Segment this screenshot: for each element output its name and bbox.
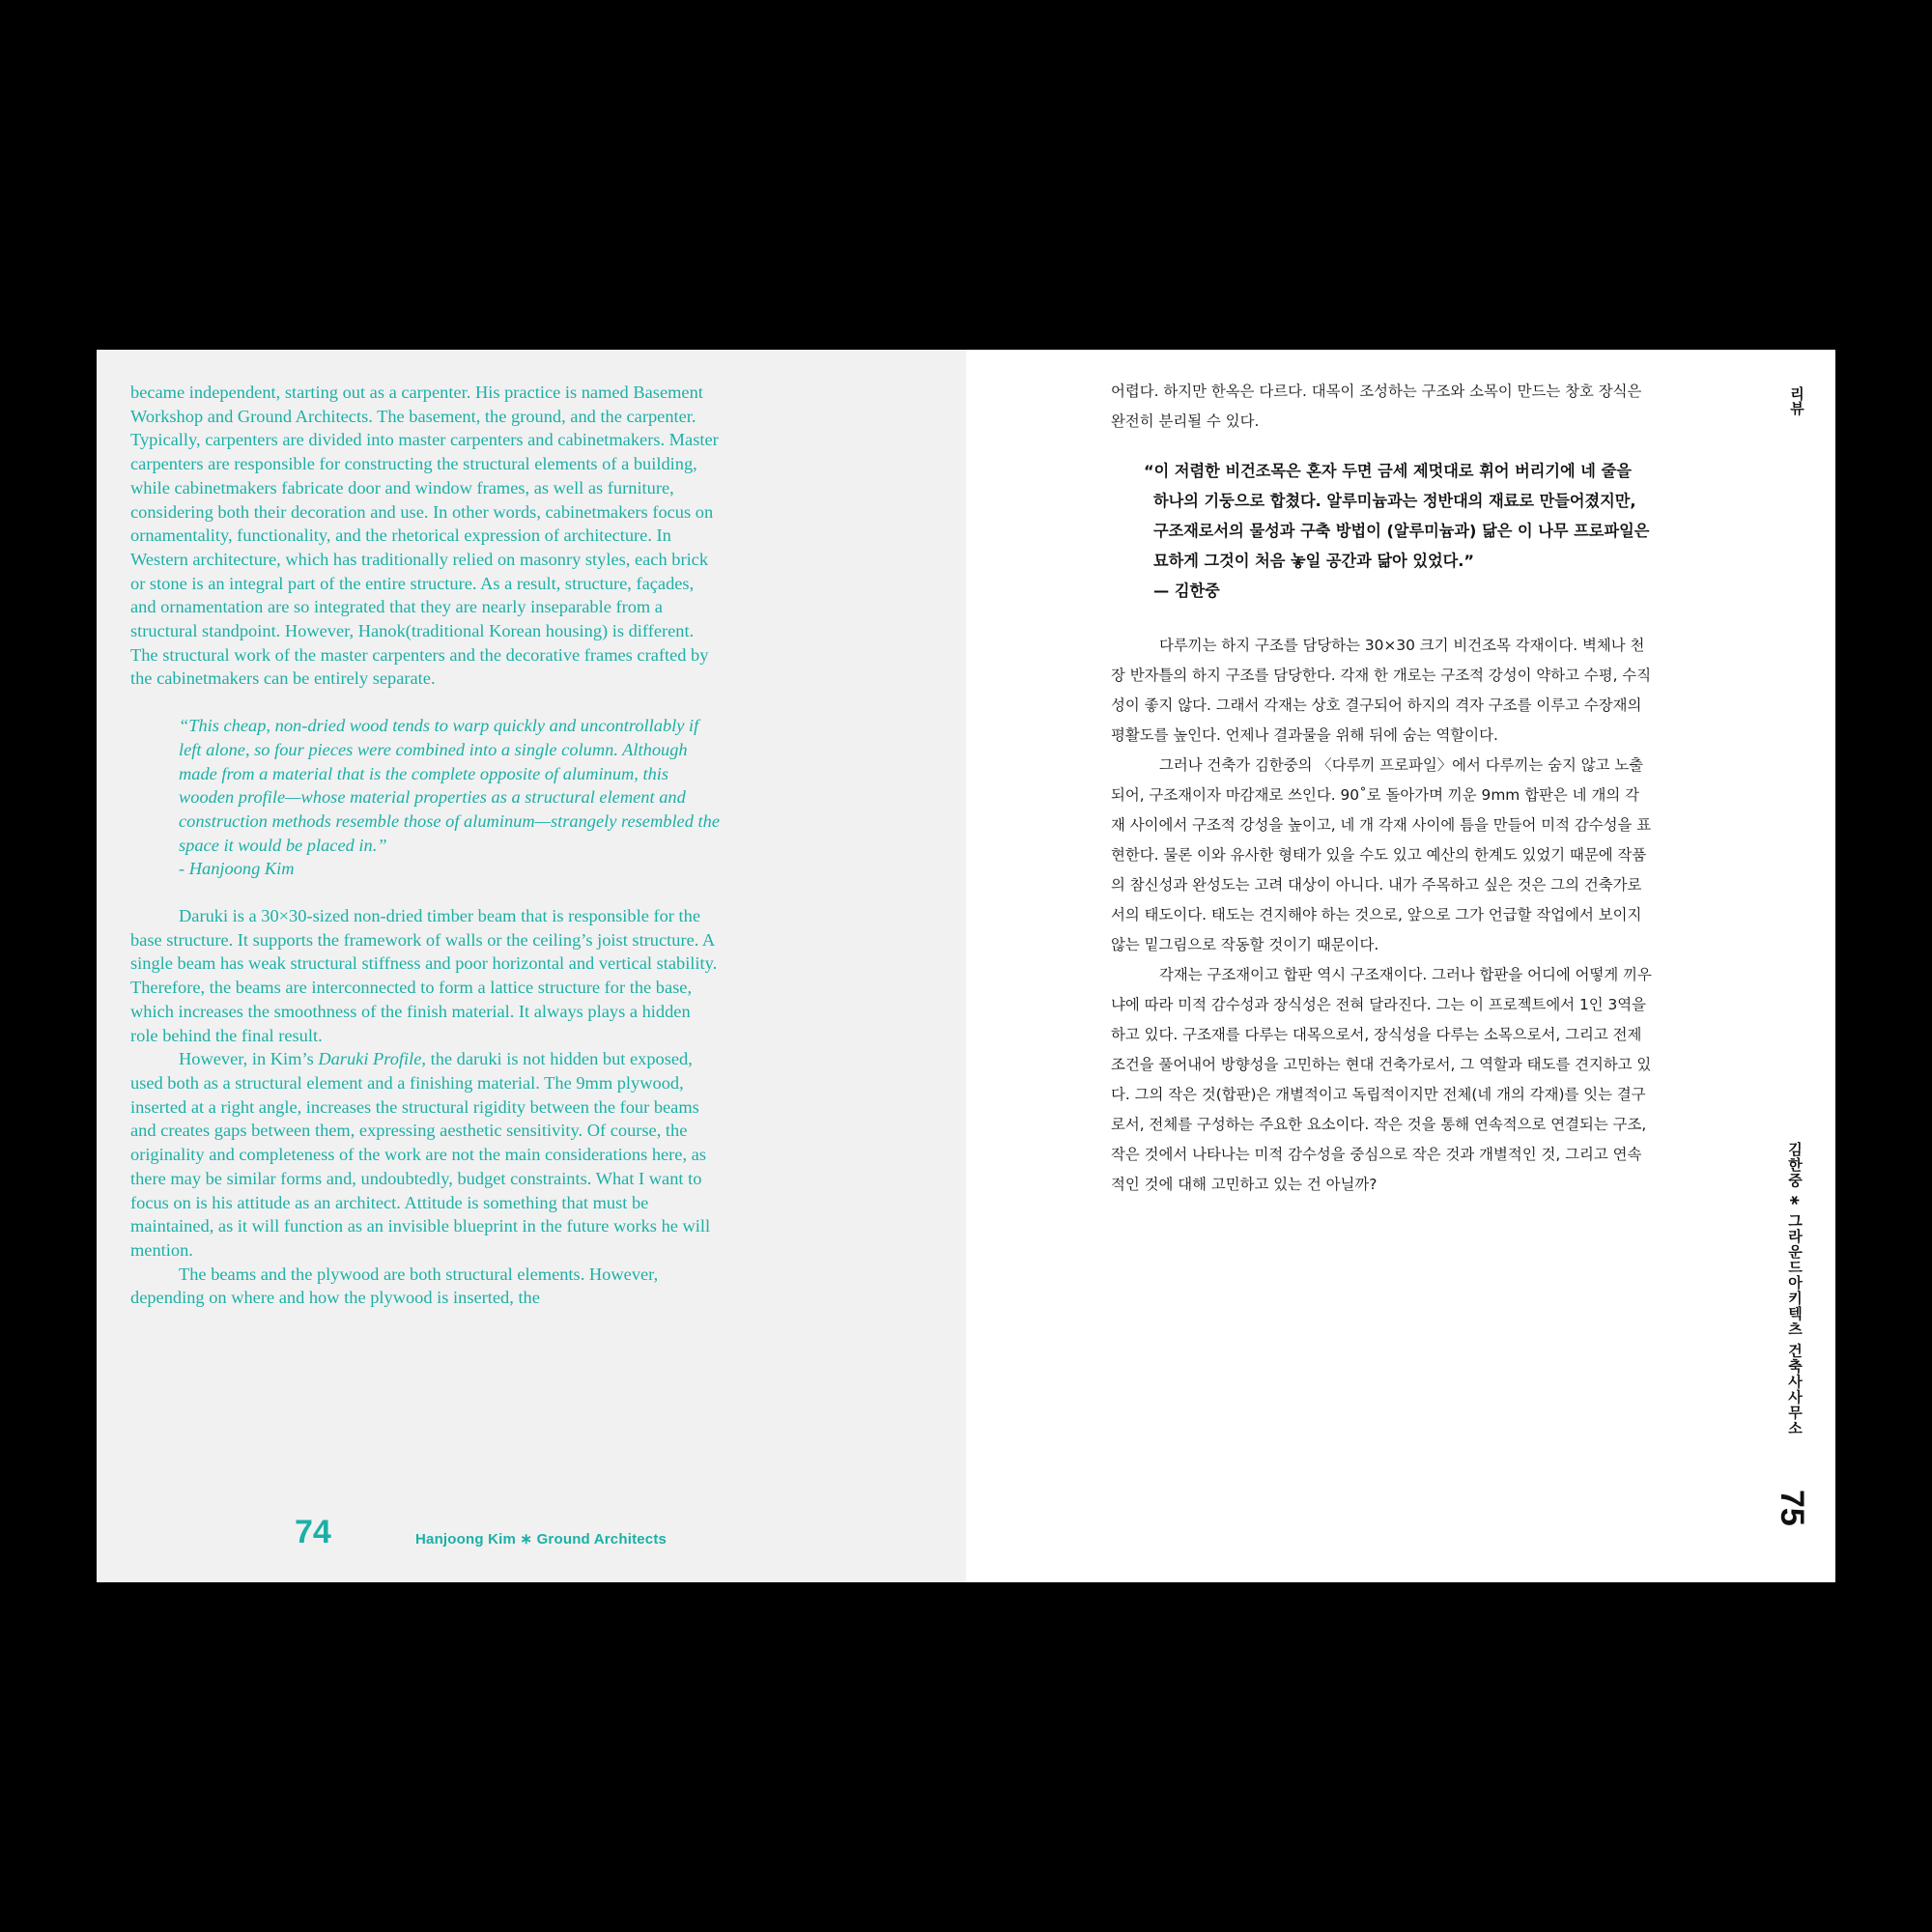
page-number: 74 (295, 1514, 331, 1550)
body-paragraph: Daruki is a 30×30-sized non-dried timber beam that is responsible for the base structure. It supports the framework of walls or the ceiling’s joist structure. A single beam has weak structural stiffness and poor horizontal and vertical stability. Therefore, the beams are interconnected to form a lattice structure for the base, which increases the smoothness of the finish material. It always plays a hidden role behind the final result. (130, 906, 718, 1045)
section-label: 리뷰 (1788, 386, 1805, 415)
book-spread (97, 350, 1835, 1582)
right-page (966, 350, 1835, 1582)
work-title: Daruki Profile (318, 1049, 422, 1069)
pull-quote (1144, 456, 1652, 606)
quote-attribution: — 김한중 (1153, 582, 1220, 600)
body-paragraph: The beams and the plywood are both structural elements. However, depending on where and how the plywood is inserted, the (130, 1264, 659, 1308)
running-head: 김한중 ∗ 그라운드아키텍츠 건축사사무소 (1786, 1142, 1804, 1436)
body-paragraph (130, 1047, 720, 1262)
quote-text: “이 저렴한 비건조목은 혼자 두면 금세 제멋대로 휘어 버리기에 네 줄을 하나의 기둥으로 합쳤다. 알루미늄과는 정반대의 재료로 만들어졌지만, 구조재로서의 물성과 구축 방법이 (알루미늄과) 닮은 이 나무 프로파일은 묘하게 그것이 처음 놓일 공간과 닮아 있었다.” (1144, 462, 1650, 570)
body-text: However, in Kim’s (179, 1049, 319, 1069)
left-page (97, 350, 966, 1582)
pull-quote (179, 714, 720, 881)
running-head: Hanjoong Kim ∗ Ground Architects (415, 1531, 668, 1548)
body-paragraph: 그러나 건축가 김한중의 〈다루끼 프로파일〉에서 다루끼는 숨지 않고 노출되어, 구조재이자 마감재로 쓰인다. 90˚로 돌아가며 끼운 9mm 합판은 네 개의 각재 사이에서 구조적 강성을 높이고, 네 개 각재 사이에 틈을 만들어 미적 감수성을 표현한다. 물론 이와 유사한 형태가 있을 수도 있고 예산의 한계도 있었기 때문에 작품의 참신성과 완성도는 고려 대상이 아니다. 내가 주목하고 싶은 것은 그의 건축가로서의 태도이다. 태도는 견지해야 하는 것으로, 앞으로 그가 언급할 작업에서 보이지 않는 밑그림으로 작동할 것이기 때문이다. (1111, 756, 1652, 953)
body-text: , the daruki is not hidden but exposed, used both as a structural element and a finishing material. The 9mm plywood, inserted at a right angle, increases the structural rigidity between the four beams and creates gaps between them, expressing aesthetic sensitivity. Of course, the originality and completeness of the work are not the main considerations here, as there may be similar forms and, undoubtedly, budget constraints. What I want to focus on is his attitude as an architect. Attitude is something that must be maintained, as it will function as an invisible blueprint in the future works he will mention. (130, 1049, 711, 1260)
english-article-body (130, 381, 720, 1310)
quote-attribution: - Hanjoong Kim (179, 859, 295, 879)
quote-text: “This cheap, non-dried wood tends to warp quickly and uncontrollably if left alone, so four pieces were combined into a single column. Although made from a material that is the complete opposite of aluminum, this wooden profile—whose material properties as a structural element and construction methods resemble those of aluminum—strangely resembled the space it would be placed in.” (179, 716, 720, 855)
page-number: 75 (1774, 1490, 1810, 1526)
korean-article-body (1111, 377, 1652, 1200)
body-paragraph: became independent, starting out as a carpenter. His practice is named Basement Workshop and Ground Architects. The basement, the ground, and the carpenter. Typically, carpenters are divided into master carpenters and cabinetmakers. Master carpenters are responsible for constructing the structural elements of a building, while cabinetmakers fabricate door and window frames, as well as furniture, considering both their decoration and use. In other words, cabinetmakers focus on ornamentality, functionality, and the rhetorical expression of architecture. In Western architecture, which has traditionally relied on masonry styles, each brick or stone is an integral part of the entire structure. As a result, structure, façades, and ornamentation are so integrated that they are nearly inseparable from a structural standpoint. However, Hanok(traditional Korean housing) is different. The structural work of the master carpenters and the decorative frames crafted by the cabinetmakers can be entirely separate. (130, 383, 719, 689)
body-paragraph: 다루끼는 하지 구조를 담당하는 30×30 크기 비건조목 각재이다. 벽체나 천장 반자틀의 하지 구조를 담당한다. 각재 한 개로는 구조적 강성이 약하고 수평, 수직성이 좋지 않다. 그래서 각재는 상호 결구되어 하지의 격자 구조를 이루고 수장재의 평활도를 높인다. 언제나 결과물을 위해 뒤에 숨는 역할이다. (1111, 637, 1652, 744)
body-paragraph: 어렵다. 하지만 한옥은 다르다. 대목이 조성하는 구조와 소목이 만드는 창호 장식은 완전히 분리될 수 있다. (1111, 383, 1642, 430)
body-paragraph: 각재는 구조재이고 합판 역시 구조재이다. 그러나 합판을 어디에 어떻게 끼우냐에 따라 미적 감수성과 장식성은 전혀 달라진다. 그는 이 프로젝트에서 1인 3역을 하고 있다. 구조재를 다루는 대목으로서, 장식성을 다루는 소목으로서, 그리고 전제 조건을 풀어내어 방향성을 고민하는 현대 건축가로서, 그 역할과 태도를 견지하고 있다. 그의 작은 것(합판)은 개별적이고 독립적이지만 전체(네 개의 각재)를 잇는 결구로서, 전체를 구성하는 주요한 요소이다. 작은 것을 통해 연속적으로 연결되는 구조, 작은 것에서 나타나는 미적 감수성을 중심으로 작은 것과 개별적인 것, 그리고 연속적인 것에 대해 고민하고 있는 건 아닐까? (1111, 966, 1652, 1193)
